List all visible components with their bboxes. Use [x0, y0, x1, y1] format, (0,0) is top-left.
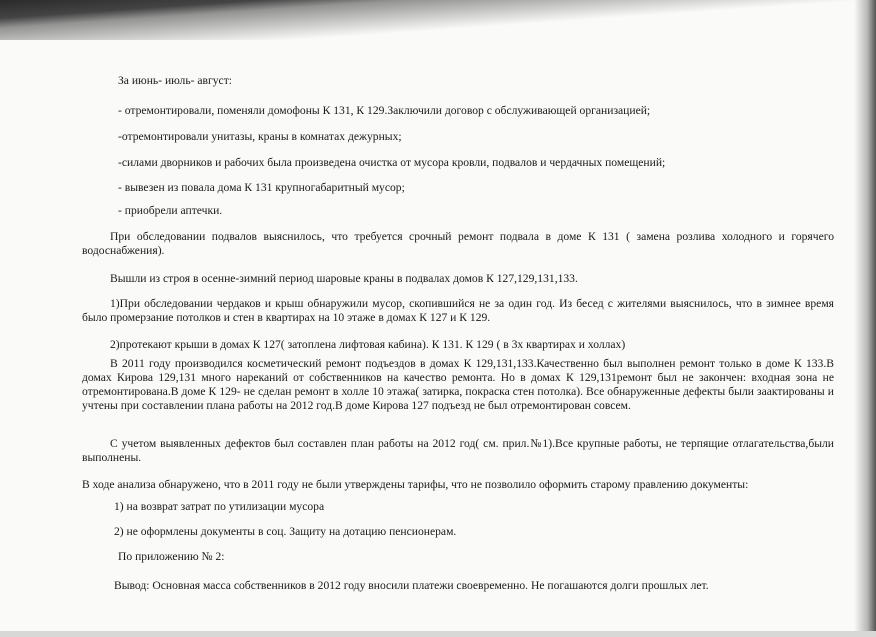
paragraph-ball-valves: Вышли из строя в осенне-зимний период шаровые краны в подвалах домов К 127,129,131,133. [110, 272, 578, 285]
paragraph-item-garbage: - вывезен из повала дома К 131 крупногабаритный мусор; [118, 181, 405, 194]
paragraph-attic-inspection: 1)При обследовании чердаков и крыш обнаружили мусор, скопившийся не за один год. Из бесед с жителями выяснилось, что в зимнее время было промерзание потолков и стен в квартирах на 10 этаже в домах К 127 и К 129. [82, 297, 834, 324]
paragraph-work-plan-2012: С учетом выявленных дефектов был составлен план работы на 2012 год( см. прил.№1).Все крупные работы, не терпящие отлагательства,были выполнены. [82, 437, 834, 464]
paragraph-waste-costs: 1) на возврат затрат по утилизации мусора [114, 500, 325, 513]
paragraph-roof-leaks: 2)протекают крыши в домах К 127( затоплена лифтовая кабина). К 131. К 129 ( в 3х квартирах и холлах) [110, 338, 626, 351]
paragraph-basement-inspection: При обследовании подвалов выяснилось, что требуется срочный ремонт подвала в доме К 131 ( замена розлива холодного и горячего водоснабжения). [82, 230, 834, 257]
paragraph-repair-2011: В 2011 году производился косметический ремонт подъездов в домах К 129,131,133.Качественно был выполнен ремонт только в доме К 133.В домах Кирова 129,131 много нареканий от собственников на качество ремонта. Но в домах К 129,131ремонт был не закончен: входная зона не отремонтирована.В доме К 129- не сделан ремонт в холле 10 этажа( затирка, покраска стен потолка). Все обнаруженные дефекты были заактированы и учтены при составлении плана работы на 2012 год.В доме Кирова 127 подъезд не был отремонтирован совсем. [82, 357, 834, 412]
paragraph-item-toilets: -отремонтировали унитазы, краны в комнатах дежурных; [118, 130, 402, 143]
paragraph-appendix-2: По приложению № 2: [118, 550, 225, 563]
paragraph-period: За июнь- июль- август: [118, 74, 232, 87]
paragraph-tariff-analysis: В ходе анализа обнаружено, что в 2011 году не были утверждены тарифы, что не позволило оформить старому правлению документы: [82, 478, 749, 491]
paragraph-conclusion: Вывод: Основная масса собственников в 2012 году вносили платежи своевременно. Не погашаются долги прошлых лет. [114, 579, 709, 592]
paragraph-item-intercoms: - отремонтировали, поменяли домофоны К 131, К 129.Заключили договор с обслуживающей организацией; [118, 104, 651, 117]
paragraph-item-first-aid: - приобрели аптечки. [118, 204, 223, 217]
paragraph-social-docs: 2) не оформлены документы в соц. Защиту на дотацию пенсионерам. [114, 525, 457, 538]
paragraph-item-cleaning: -силами дворников и рабочих была произведена очистка от мусора кровли, подвалов и чердачных помещений; [118, 156, 666, 169]
